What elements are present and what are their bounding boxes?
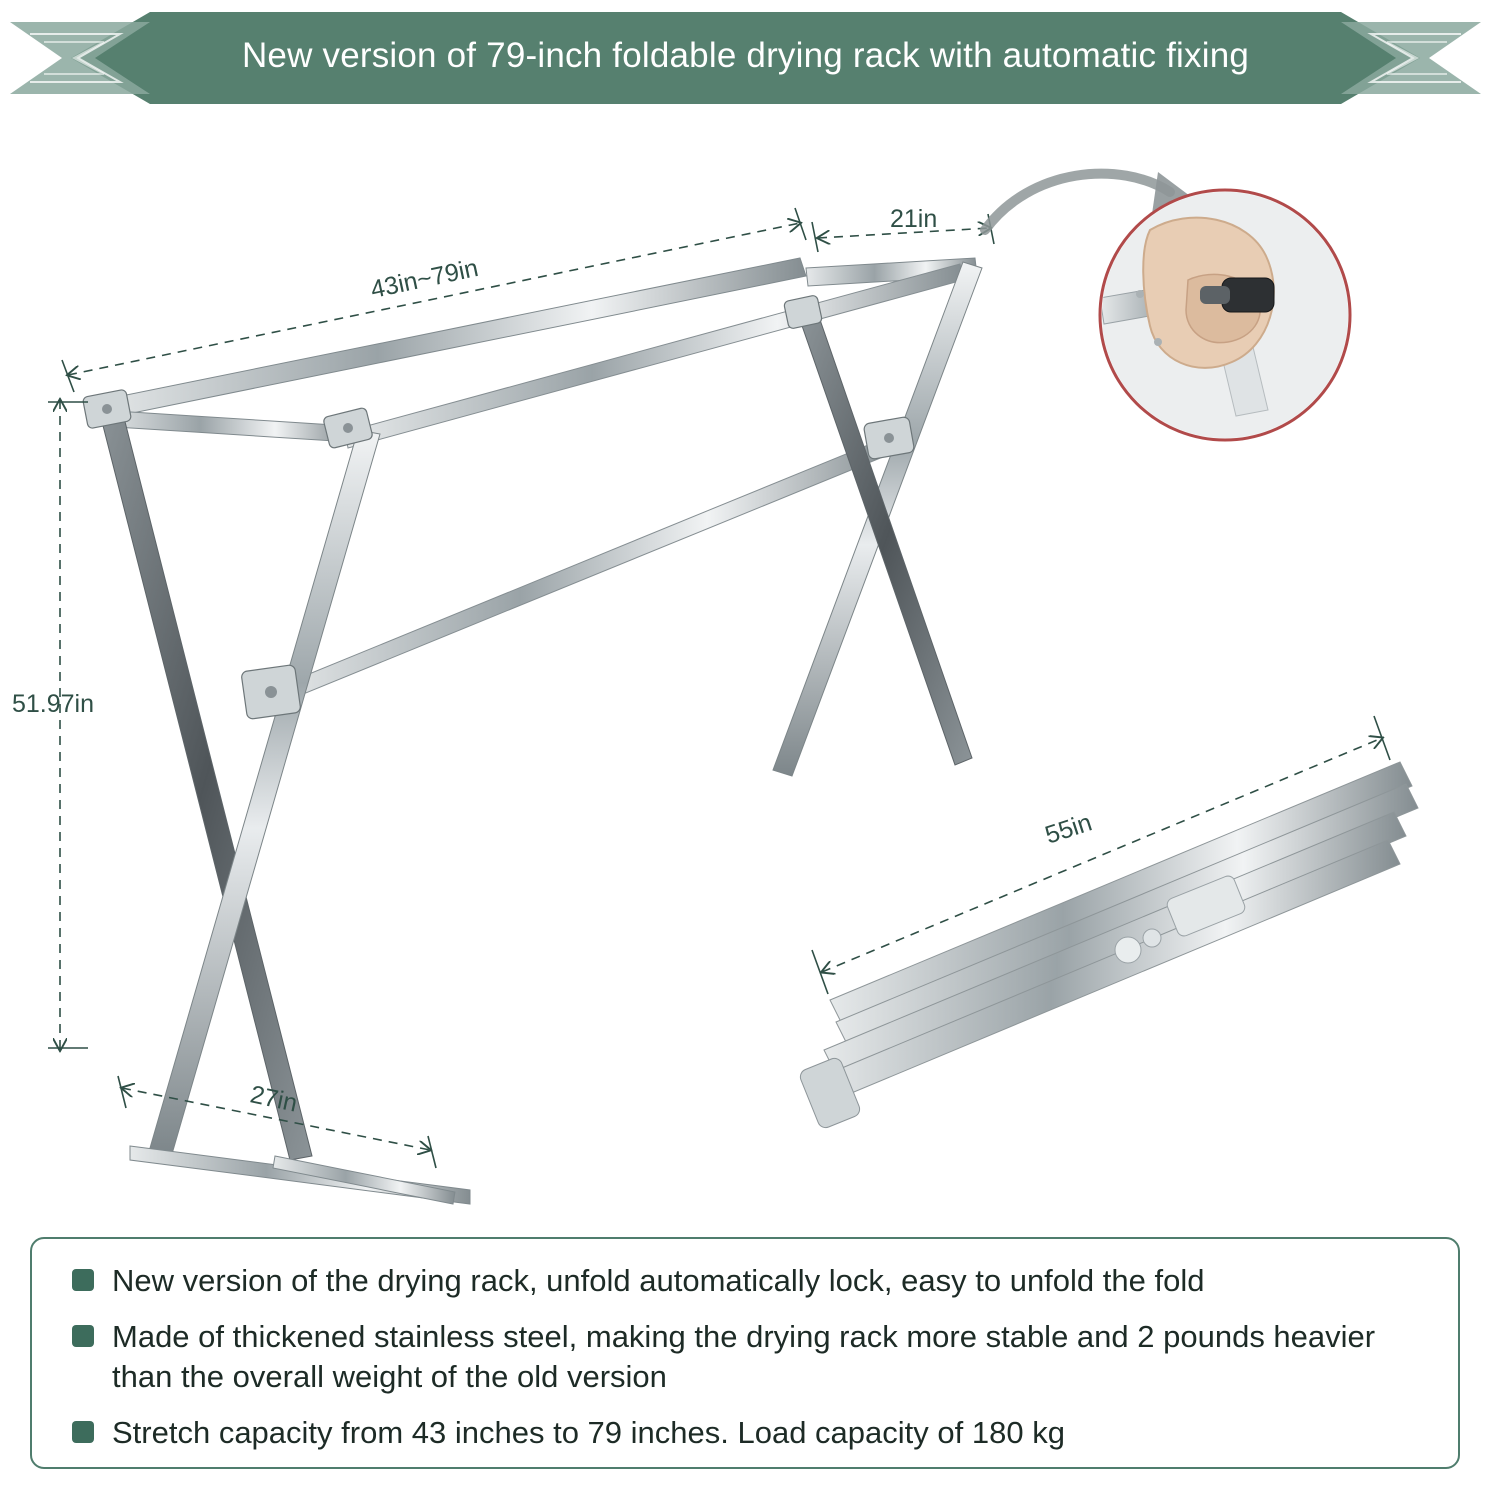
feature-text: Made of thickened stainless steel, making the drying rack more stable and 2 pounds heavier than the overall weight of the old version [112, 1319, 1376, 1394]
rack-drawing [0, 110, 1491, 1220]
dimension-label-base-width: 27in [247, 1080, 300, 1118]
list-item [72, 1317, 1432, 1397]
feature-list [30, 1237, 1460, 1469]
bullet-square-icon [72, 1325, 94, 1347]
feature-text: Stretch capacity from 43 inches to 79 inches. Load capacity of 180 kg [112, 1415, 1065, 1450]
dimension-label-height: 51.97in [12, 690, 95, 718]
list-item [72, 1261, 1432, 1301]
header-banner [0, 8, 1491, 108]
bullet-square-icon [72, 1269, 94, 1291]
bullet-square-icon [72, 1421, 94, 1443]
dimension-label-depth: 21in [890, 205, 938, 233]
product-illustration [0, 110, 1491, 1220]
dimension-label-folded-length: 55in [1041, 808, 1096, 850]
feature-text: New version of the drying rack, unfold automatically lock, easy to unfold the fold [112, 1263, 1205, 1298]
dimension-label-length: 43in~79in [368, 253, 481, 305]
list-item [72, 1413, 1432, 1453]
page-title: New version of 79-inch foldable drying rack with automatic fixing [241, 36, 1250, 75]
